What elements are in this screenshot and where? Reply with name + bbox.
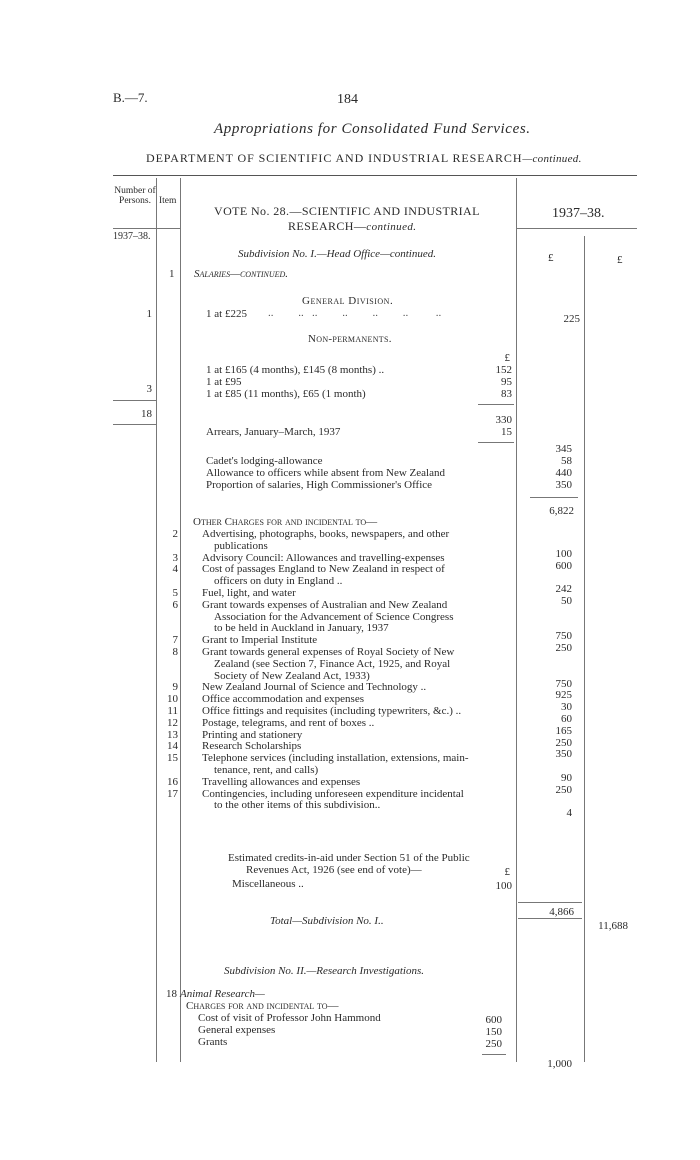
charge-description-line: Cost of passages England to New Zealand in respect of — [202, 563, 445, 576]
np-amount-3: 83 — [501, 388, 512, 400]
charge-amount: 350 — [555, 748, 572, 761]
charge-item-number: 7 — [172, 634, 178, 647]
subdivision1-grand-total: 11,688 — [598, 920, 628, 932]
charge-description-line: tenance, rent, and calls) — [214, 764, 319, 776]
charge-description-line: Printing and stationery — [202, 728, 303, 741]
charge-description-line: Grant to Imperial Institute — [202, 634, 318, 647]
header-bottom-rule-right — [516, 228, 637, 229]
charge-item-number: 3 — [172, 551, 178, 564]
charge-description-line: Grant towards general expenses of Royal Society of New — [202, 646, 455, 658]
allowance-amount-3: 350 — [555, 479, 572, 491]
arrears-rule — [478, 442, 514, 443]
charge-description-line: Research Scholarships — [202, 740, 302, 753]
animal-line-1: Cost of visit of Professor John Hammond — [198, 1012, 381, 1024]
non-permanents-heading: Non-permanents. — [308, 333, 392, 345]
animal-research-heading: Animal Research— — [180, 988, 265, 1000]
arrears-total: 345 — [555, 443, 572, 455]
salaries-total-rule — [530, 497, 578, 498]
charge-description-line: publications — [214, 539, 268, 552]
charge-amount: 165 — [555, 724, 572, 737]
total-persons: 18 — [141, 408, 152, 420]
animal-charges-heading: Charges for and incidental to— — [186, 1000, 339, 1012]
charge-amount: 250 — [555, 736, 572, 749]
charge-amount: 100 — [555, 547, 572, 560]
charge-description-line: Zealand (see Section 7, Finance Act, 1925, and Royal — [214, 657, 451, 670]
charge-description-line: Postage, telegrams, and rent of boxes .. — [202, 716, 375, 729]
allowance-line-3: Proportion of salaries, High Commissioner's Office — [206, 479, 433, 491]
year-header-left: 1937–38. — [113, 231, 151, 242]
animal-line-2: General expenses — [198, 1024, 276, 1036]
vote-title-line2 — [288, 219, 416, 234]
charge-description-line: Telephone services (including installation, extensions, main- — [202, 752, 469, 765]
leader-dots: .. .. .. .. .. .. .. — [268, 307, 442, 319]
np-line-2: 1 at £95 — [206, 376, 242, 388]
charge-item-number: 13 — [167, 728, 178, 741]
charge-description-line: Office fittings and requisites (including typewriters, &c.) .. — [202, 705, 462, 717]
general-division-line: 1 at £225 — [206, 308, 247, 320]
charge-description-line: Society of New Zealand Act, 1933) — [214, 669, 370, 682]
charges-total: 4,866 — [549, 906, 574, 918]
general-division-persons: 1 — [146, 308, 152, 320]
charge-amount: 600 — [555, 559, 572, 572]
arrears-line: Arrears, January–March, 1937 — [206, 426, 341, 438]
pound-header-1: £ — [548, 252, 554, 264]
year-header-right: 1937–38. — [552, 206, 605, 221]
charge-amount: 30 — [561, 701, 572, 714]
misc-amount: 100 — [495, 880, 512, 892]
charge-item-number: 17 — [167, 787, 178, 800]
persons-total-rule-2 — [113, 424, 156, 425]
charges-total-rule — [518, 902, 582, 903]
charge-description-line: Office accommodation and expenses — [202, 693, 364, 706]
item-header: Item — [159, 196, 177, 206]
credits-line-1: Estimated credits-in-aid under Section 51 of the Public — [228, 852, 470, 864]
charge-description-line: Grant towards expenses of Australian and New Zealand — [202, 598, 448, 611]
department-cont: —continued. — [522, 153, 582, 165]
arrears-amount: 15 — [501, 426, 512, 438]
charge-amount: 90 — [561, 772, 572, 784]
np-subtotal-rule — [478, 404, 514, 405]
charge-description-line: Advisory Council: Allowances and travelling-expenses — [202, 551, 445, 564]
animal-research-item: 18 — [166, 988, 177, 1000]
charge-amount: 250 — [555, 783, 572, 796]
charge-item-number: 2 — [172, 528, 178, 540]
general-division-amount: 225 — [563, 313, 580, 325]
np-amount-1: 152 — [495, 364, 512, 376]
charge-item-number: 15 — [167, 752, 178, 765]
allowance-amount-1: 58 — [561, 455, 572, 467]
subdivision1-heading: Subdivision No. I.—Head Office—continued. — [238, 248, 436, 260]
charge-amount: 750 — [555, 677, 572, 690]
animal-amount-3: 250 — [485, 1038, 502, 1050]
charge-item-number: 14 — [167, 740, 178, 753]
animal-total-rule — [482, 1054, 506, 1055]
charge-item-number: 8 — [172, 646, 178, 658]
persons-total-rule — [113, 400, 156, 401]
page-number: 184 — [337, 92, 358, 107]
pound-header-2: £ — [617, 254, 623, 266]
charge-item-number: 10 — [167, 693, 178, 706]
animal-line-3: Grants — [198, 1036, 228, 1048]
col-rule-amount2 — [584, 236, 585, 1062]
charge-description-line: to the other items of this subdivision.. — [214, 799, 381, 812]
charge-amount: 4 — [566, 807, 572, 820]
allowance-line-1: Cadet's lodging-allowance — [206, 455, 323, 467]
charge-description-line: Travelling allowances and expenses — [202, 775, 361, 788]
vote-title-cont: continued. — [366, 221, 417, 233]
charge-amount: 60 — [561, 713, 572, 725]
charge-amount: 750 — [555, 630, 572, 643]
charge-description-line: New Zealand Journal of Science and Technology .. — [202, 681, 427, 694]
header-bottom-rule — [113, 228, 180, 229]
np-subtotal: 330 — [495, 414, 512, 426]
charge-description-line: Fuel, light, and water — [202, 587, 296, 599]
number-of-persons-header: Number of Persons. — [114, 186, 156, 206]
col-rule-item — [180, 178, 181, 1062]
credits-line-2: Revenues Act, 1926 (see end of vote)— — [246, 864, 422, 876]
subdivision-total-rule — [518, 918, 582, 919]
animal-total: 1,000 — [547, 1058, 572, 1070]
subdivision2-heading: Subdivision No. II.—Research Investigations. — [224, 965, 425, 977]
subdivision1-total-label: Total—Subdivision No. I.. — [270, 915, 384, 927]
charge-description-line: to be held in Auckland in January, 1937 — [214, 622, 389, 635]
vote-title-research: RESEARCH— — [288, 219, 367, 233]
table-top-rule — [113, 175, 637, 176]
non-permanents-pound: £ — [504, 352, 510, 364]
vote-title-line1: VOTE No. 28.—SCIENTIFIC AND INDUSTRIAL — [214, 204, 480, 218]
charge-amount: 925 — [555, 689, 572, 702]
animal-amount-1: 600 — [485, 1014, 502, 1026]
department-name: DEPARTMENT OF SCIENTIFIC AND INDUSTRIAL RESEARCH — [146, 151, 523, 165]
misc-line: Miscellaneous .. — [232, 878, 304, 890]
salaries-heading: Salaries—continued. — [194, 268, 289, 280]
charge-description-line: Association for the Advancement of Science Congress — [214, 610, 454, 623]
np-persons: 3 — [146, 383, 152, 395]
department-heading — [146, 151, 582, 166]
col-rule-amount1 — [516, 178, 517, 1062]
general-division-heading: General Division. — [302, 295, 394, 307]
charge-item-number: 5 — [172, 587, 178, 599]
charge-amount: 50 — [561, 595, 572, 607]
np-amount-2: 95 — [501, 376, 512, 388]
charge-amount: 250 — [555, 642, 572, 655]
charge-item-number: 6 — [172, 598, 178, 611]
charge-item-number: 11 — [167, 705, 178, 717]
charge-description-line: Advertising, photographs, books, newspapers, and other — [202, 528, 450, 540]
charge-description-line: officers on duty in England .. — [214, 575, 343, 588]
page-title: Appropriations for Consolidated Fund Services. — [214, 121, 531, 137]
animal-amount-2: 150 — [485, 1026, 502, 1038]
allowance-amount-2: 440 — [555, 467, 572, 479]
allowance-line-2: Allowance to officers while absent from New Zealand — [206, 467, 445, 479]
charge-description-line: Contingencies, including unforeseen expenditure incidental — [202, 787, 464, 800]
other-charges-heading: Other Charges for and incidental to— — [193, 516, 378, 528]
np-line-1: 1 at £165 (4 months), £145 (8 months) .. — [206, 364, 385, 376]
col-rule-persons — [156, 178, 157, 1062]
charge-amount: 242 — [555, 583, 572, 596]
salaries-total: 6,822 — [549, 505, 574, 517]
charge-item-number: 16 — [167, 775, 178, 788]
page-ref: B.—7. — [113, 90, 148, 105]
charge-item-number: 4 — [172, 563, 178, 576]
charge-item-number: 12 — [167, 716, 178, 729]
charge-item-number: 9 — [172, 681, 178, 694]
salaries-item-number: 1 — [169, 268, 175, 280]
credits-pound: £ — [504, 866, 510, 878]
np-line-3: 1 at £85 (11 months), £65 (1 month) — [206, 388, 366, 400]
